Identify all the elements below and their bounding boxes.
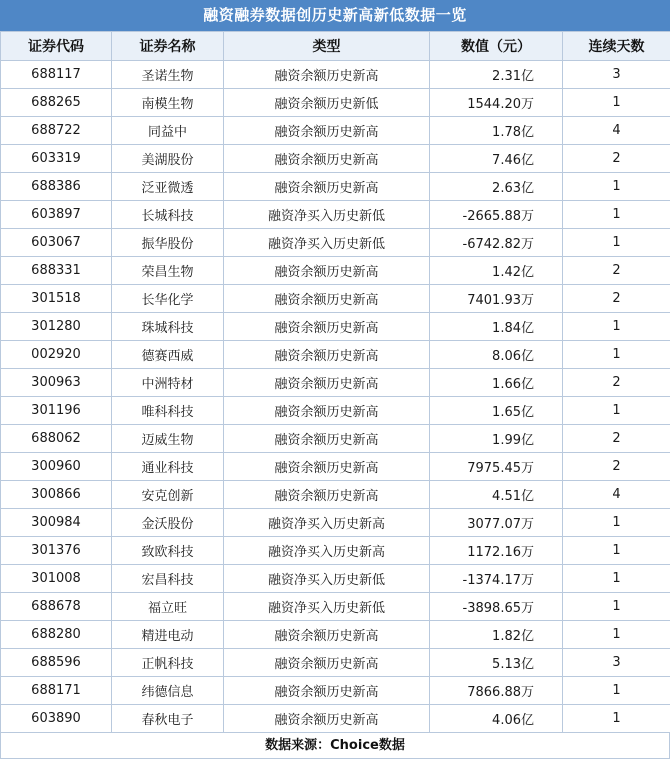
- cell-days: 3: [563, 61, 670, 89]
- cell-type: 融资余额历史新高: [224, 621, 430, 649]
- cell-code: 301376: [1, 537, 112, 565]
- cell-name: 金沃股份: [112, 509, 224, 537]
- margin-trading-table: [0, 31, 670, 733]
- cell-type: 融资余额历史新高: [224, 341, 430, 369]
- cell-code: 688331: [1, 257, 112, 285]
- cell-name: 德赛西威: [112, 341, 224, 369]
- cell-name: 荣昌生物: [112, 257, 224, 285]
- table-row: [1, 369, 670, 397]
- cell-value: 3077.07万: [430, 509, 563, 537]
- table-row: [1, 621, 670, 649]
- cell-type: 融资余额历史新高: [224, 677, 430, 705]
- cell-name: 圣诺生物: [112, 61, 224, 89]
- cell-type: 融资余额历史新高: [224, 397, 430, 425]
- cell-code: 688386: [1, 173, 112, 201]
- table-row: [1, 705, 670, 733]
- cell-days: 1: [563, 705, 670, 733]
- cell-days: 4: [563, 117, 670, 145]
- cell-name: 中洲特材: [112, 369, 224, 397]
- table-row: [1, 173, 670, 201]
- cell-code: 688678: [1, 593, 112, 621]
- cell-days: 1: [563, 89, 670, 117]
- cell-code: 300960: [1, 453, 112, 481]
- cell-type: 融资余额历史新高: [224, 145, 430, 173]
- cell-value: 1172.16万: [430, 537, 563, 565]
- cell-value: 2.31亿: [430, 61, 563, 89]
- cell-code: 688722: [1, 117, 112, 145]
- cell-value: 7.46亿: [430, 145, 563, 173]
- cell-value: 7401.93万: [430, 285, 563, 313]
- cell-code: 002920: [1, 341, 112, 369]
- cell-days: 2: [563, 453, 670, 481]
- cell-code: 688171: [1, 677, 112, 705]
- cell-name: 长华化学: [112, 285, 224, 313]
- cell-value: 1.99亿: [430, 425, 563, 453]
- cell-value: -1374.17万: [430, 565, 563, 593]
- table-row: [1, 453, 670, 481]
- cell-type: 融资余额历史新低: [224, 89, 430, 117]
- cell-days: 2: [563, 285, 670, 313]
- cell-type: 融资净买入历史新低: [224, 229, 430, 257]
- cell-name: 精进电动: [112, 621, 224, 649]
- cell-code: 688280: [1, 621, 112, 649]
- cell-code: 688596: [1, 649, 112, 677]
- cell-days: 1: [563, 593, 670, 621]
- cell-name: 南模生物: [112, 89, 224, 117]
- cell-type: 融资净买入历史新低: [224, 565, 430, 593]
- cell-days: 1: [563, 201, 670, 229]
- cell-type: 融资余额历史新高: [224, 61, 430, 89]
- cell-code: 603890: [1, 705, 112, 733]
- table-row: [1, 61, 670, 89]
- cell-value: 1.84亿: [430, 313, 563, 341]
- table-title: 融资融券数据创历史新高新低数据一览: [0, 0, 670, 31]
- cell-code: 301196: [1, 397, 112, 425]
- cell-days: 1: [563, 397, 670, 425]
- data-source-footer: 数据来源：Choice数据: [0, 733, 670, 759]
- cell-days: 1: [563, 621, 670, 649]
- cell-code: 688117: [1, 61, 112, 89]
- cell-code: 603319: [1, 145, 112, 173]
- cell-days: 2: [563, 369, 670, 397]
- cell-name: 美湖股份: [112, 145, 224, 173]
- cell-name: 迈威生物: [112, 425, 224, 453]
- cell-value: -2665.88万: [430, 201, 563, 229]
- table-row: [1, 89, 670, 117]
- cell-name: 纬德信息: [112, 677, 224, 705]
- cell-type: 融资净买入历史新低: [224, 593, 430, 621]
- column-header-value: 数值（元）: [430, 32, 563, 61]
- cell-type: 融资余额历史新高: [224, 425, 430, 453]
- table-row: [1, 117, 670, 145]
- cell-value: 4.06亿: [430, 705, 563, 733]
- cell-name: 振华股份: [112, 229, 224, 257]
- cell-name: 唯科科技: [112, 397, 224, 425]
- cell-code: 301008: [1, 565, 112, 593]
- cell-type: 融资净买入历史新高: [224, 537, 430, 565]
- table-row: [1, 201, 670, 229]
- cell-days: 1: [563, 313, 670, 341]
- cell-value: 1.66亿: [430, 369, 563, 397]
- cell-name: 宏昌科技: [112, 565, 224, 593]
- table-row: [1, 481, 670, 509]
- cell-type: 融资余额历史新高: [224, 481, 430, 509]
- cell-code: 301518: [1, 285, 112, 313]
- cell-days: 1: [563, 229, 670, 257]
- cell-value: 8.06亿: [430, 341, 563, 369]
- cell-code: 300984: [1, 509, 112, 537]
- column-header-type: 类型: [224, 32, 430, 61]
- cell-name: 致欧科技: [112, 537, 224, 565]
- cell-code: 300866: [1, 481, 112, 509]
- cell-value: 4.51亿: [430, 481, 563, 509]
- table-row: [1, 565, 670, 593]
- cell-type: 融资净买入历史新低: [224, 201, 430, 229]
- cell-days: 1: [563, 677, 670, 705]
- cell-days: 3: [563, 649, 670, 677]
- cell-days: 4: [563, 481, 670, 509]
- table-row: [1, 313, 670, 341]
- column-header-days: 连续天数: [563, 32, 670, 61]
- header-row: [1, 32, 670, 61]
- cell-value: 1544.20万: [430, 89, 563, 117]
- cell-days: 1: [563, 537, 670, 565]
- cell-type: 融资余额历史新高: [224, 453, 430, 481]
- table-row: [1, 229, 670, 257]
- cell-code: 301280: [1, 313, 112, 341]
- table-row: [1, 425, 670, 453]
- cell-code: 603897: [1, 201, 112, 229]
- cell-days: 1: [563, 173, 670, 201]
- cell-days: 2: [563, 425, 670, 453]
- cell-name: 春秋电子: [112, 705, 224, 733]
- table-row: [1, 509, 670, 537]
- cell-days: 1: [563, 341, 670, 369]
- cell-value: -6742.82万: [430, 229, 563, 257]
- cell-type: 融资净买入历史新高: [224, 509, 430, 537]
- cell-type: 融资余额历史新高: [224, 173, 430, 201]
- cell-code: 300963: [1, 369, 112, 397]
- table-row: [1, 649, 670, 677]
- cell-type: 融资余额历史新高: [224, 705, 430, 733]
- cell-name: 通业科技: [112, 453, 224, 481]
- cell-type: 融资余额历史新高: [224, 313, 430, 341]
- column-header-code: 证券代码: [1, 32, 112, 61]
- cell-name: 珠城科技: [112, 313, 224, 341]
- table-row: [1, 397, 670, 425]
- cell-type: 融资余额历史新高: [224, 649, 430, 677]
- cell-days: 1: [563, 565, 670, 593]
- cell-value: 7866.88万: [430, 677, 563, 705]
- cell-value: 7975.45万: [430, 453, 563, 481]
- cell-name: 福立旺: [112, 593, 224, 621]
- cell-value: 1.42亿: [430, 257, 563, 285]
- cell-code: 603067: [1, 229, 112, 257]
- cell-type: 融资余额历史新高: [224, 257, 430, 285]
- cell-value: 2.63亿: [430, 173, 563, 201]
- cell-name: 长城科技: [112, 201, 224, 229]
- cell-name: 正帆科技: [112, 649, 224, 677]
- cell-value: 1.65亿: [430, 397, 563, 425]
- table-row: [1, 341, 670, 369]
- table-row: [1, 145, 670, 173]
- cell-type: 融资余额历史新高: [224, 117, 430, 145]
- table-row: [1, 593, 670, 621]
- cell-value: 5.13亿: [430, 649, 563, 677]
- cell-value: 1.78亿: [430, 117, 563, 145]
- cell-name: 同益中: [112, 117, 224, 145]
- table-row: [1, 257, 670, 285]
- table-body: [1, 61, 670, 733]
- table-row: [1, 677, 670, 705]
- table-row: [1, 285, 670, 313]
- cell-name: 泛亚微透: [112, 173, 224, 201]
- cell-type: 融资余额历史新高: [224, 369, 430, 397]
- cell-days: 2: [563, 257, 670, 285]
- cell-value: 1.82亿: [430, 621, 563, 649]
- cell-code: 688062: [1, 425, 112, 453]
- table-row: [1, 537, 670, 565]
- cell-type: 融资余额历史新高: [224, 285, 430, 313]
- cell-days: 1: [563, 509, 670, 537]
- cell-value: -3898.65万: [430, 593, 563, 621]
- column-header-name: 证券名称: [112, 32, 224, 61]
- cell-code: 688265: [1, 89, 112, 117]
- cell-days: 2: [563, 145, 670, 173]
- cell-name: 安克创新: [112, 481, 224, 509]
